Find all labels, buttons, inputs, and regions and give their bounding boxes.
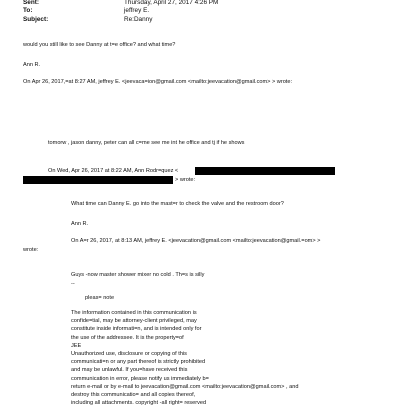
disclaimer-line: communication in error, please notify us immediately b= bbox=[71, 375, 209, 382]
subject-value: Re:Danny bbox=[124, 16, 153, 23]
quote-3-wrote: wrote: bbox=[23, 247, 39, 253]
disclaimer-line: including all attachments. copyright -all right= reserved bbox=[71, 400, 207, 407]
please-note: pleas= note bbox=[85, 295, 115, 301]
sent-value: Thursday, April 27, 2017 4:26 PM bbox=[124, 0, 219, 6]
quote-3-header: On A=r 26, 2017, at 8:13 AM, jeffrey E. <jeevacation@gmail.com <mailto:jeevacation@gmail.=om> > bbox=[71, 238, 321, 244]
quote-1-header: On Apr 26, 2017,=at 8:27 AM, jeffrey E. <jeevaca=ion@gmail.com <mailto:jeevacation@gmail.com> > wrote: bbox=[23, 79, 293, 85]
to-value: jeffrey E. bbox=[124, 7, 150, 14]
sent-label: Sent: bbox=[23, 0, 39, 6]
disclaimer-line: destroy this communicatio= and all copies thereof, bbox=[71, 392, 196, 399]
redaction-block-1 bbox=[195, 167, 335, 175]
signature-2: Ann R. bbox=[71, 221, 89, 227]
subject-label: Subject: bbox=[23, 16, 49, 23]
disclaimer-line: confide=tial, may be attorney-client privileged, may bbox=[71, 318, 197, 325]
to-label: To: bbox=[23, 7, 33, 14]
disclaimer-block bbox=[71, 309, 298, 407]
signature-1: Ann R. bbox=[23, 62, 41, 68]
disclaimer-line: JEE bbox=[71, 342, 82, 349]
disclaimer-line: Unauthorized use, disclosure or copying of this bbox=[71, 351, 187, 358]
disclaimer-line: constitute inside informati=n, and is intended only for bbox=[71, 326, 202, 333]
redaction-block-2 bbox=[23, 176, 173, 184]
quote-3-text: Guys -now master shower mixer no cold . Th=s is silly bbox=[71, 272, 205, 278]
disclaimer-line: and may be unlawful. If you=have received this bbox=[71, 367, 188, 374]
disclaimer-line: the use of the addressee. It is the property=of bbox=[71, 334, 184, 341]
disclaimer-line: return e-mail or by e-mail to jeevacation@gmail.com <mailto:jeevacation@gmail.com> , and bbox=[71, 383, 299, 390]
body-line-1: would you still like to see Danny at t=e office? and what time? bbox=[23, 42, 176, 48]
dashes: -- bbox=[71, 281, 75, 287]
quote-2-header-start: On Wed, Apr 26, 2017 at 8:22 AM, Ann Rodr=quez < bbox=[48, 168, 179, 174]
disclaimer-line: communicati=n or any part thereof is strictly prohibited bbox=[71, 359, 206, 366]
disclaimer-line: The information contained in this communication is bbox=[71, 310, 197, 316]
quote-2-text: What time can Danny E. go into the mast=r to check the valve and the restroom door? bbox=[71, 201, 284, 207]
quote-2-header-end: > wrote: bbox=[175, 177, 196, 183]
quote-1-text: tomorw , jason danny, peter can all c=me see me int he office and tj if he shows bbox=[48, 140, 245, 146]
